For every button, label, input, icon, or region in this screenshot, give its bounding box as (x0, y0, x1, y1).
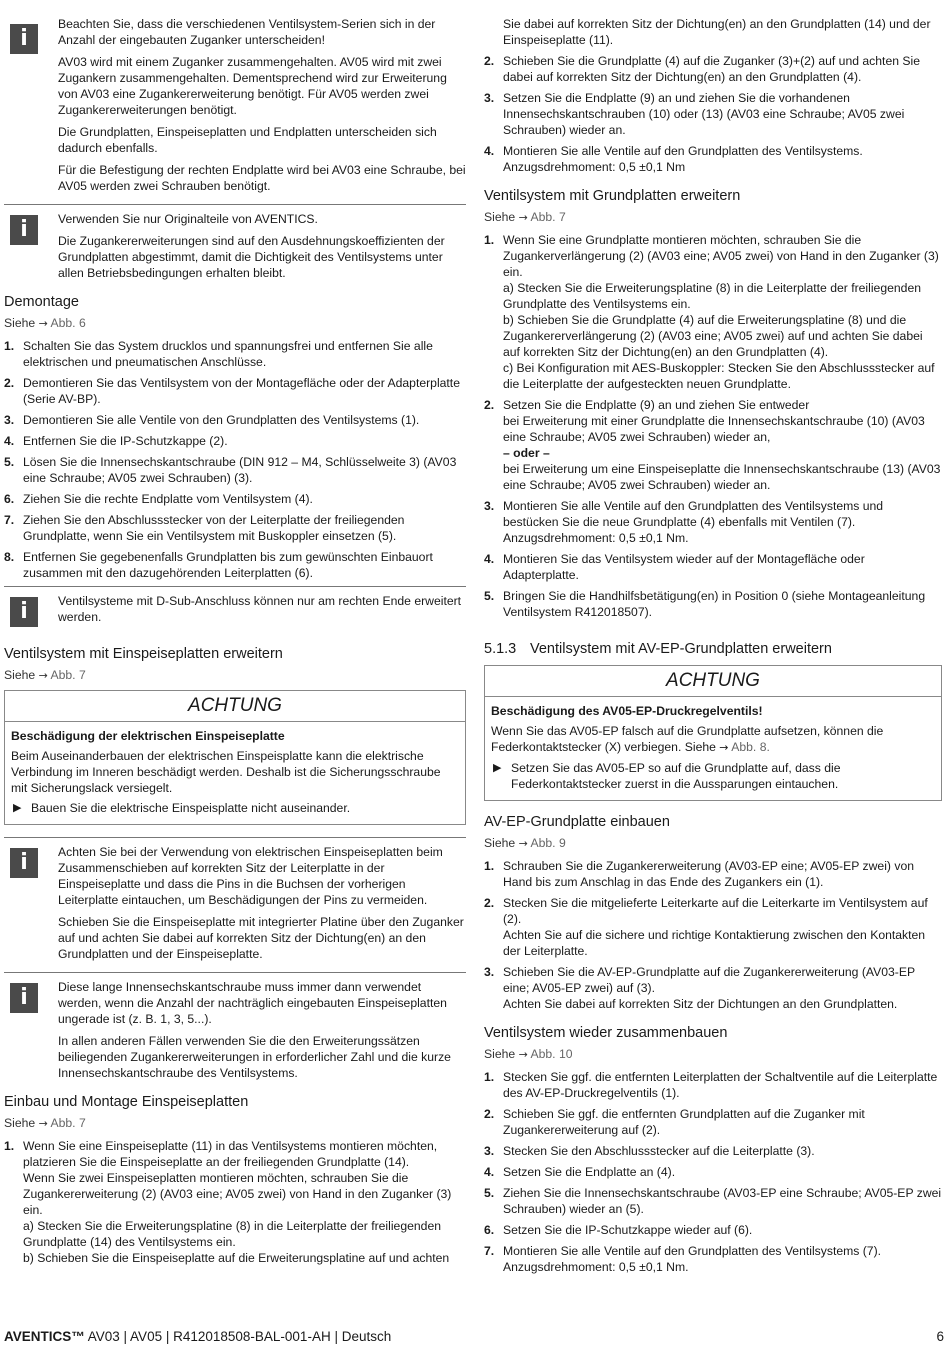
step-number: 7. (484, 1244, 495, 1258)
warning-action-text: Setzen Sie das AV05-EP so auf die Grundplatte auf, dass die Federkontaktstecker zuerst in die Aussparungen eintauchen. (511, 761, 841, 791)
step-text: Schieben Sie ggf. die entfernten Grundplatten auf die Zuganker mit Zugankererweiterung auf (2). (503, 1107, 865, 1137)
step-text: bei Erweiterung um eine Einspeiseplatte die Innensechskantschraube (13) (AV03 eine Schraube; AV05 zwei Schrauben) wieder an. (503, 462, 941, 492)
step-text: Montieren Sie alle Ventile auf den Grundplatten des Ventilsystems. (503, 144, 863, 158)
step-number: 7. (4, 513, 15, 527)
avep-steps (484, 858, 942, 1012)
step-item (4, 512, 466, 544)
step-number: 1. (4, 1139, 15, 1153)
heading-grundplatten: Ventilsystem mit Grundplatten erweitern (484, 188, 741, 204)
heading-demontage: Demontage (4, 294, 79, 310)
figure-link[interactable]: Abb. 7 (50, 1116, 86, 1130)
warning-title: ACHTUNG (666, 670, 760, 691)
step-torque: Anzugsdrehmoment: 0,5 ±0,1 Nm. (503, 531, 689, 545)
triangle-bullet-icon: ▶ (13, 801, 22, 814)
step-substep: a) Stecken Sie die Erweiterungsplatine (8) in die Leiterplatte der freiliegenden Grundplatte des Ventilsystems ein. (503, 281, 922, 311)
step-substep: b) Schieben Sie die Grundplatte (4) auf die Erweiterungsplatine (8) und die Zugankererverlängerung (2) (AV03 eine; AV05 zwei) auf und achten Sie dabei auf korrekten Sitz der Dichtung(en) an den Grundplatten (4). (503, 313, 923, 359)
step-number: 3. (484, 965, 495, 979)
step-number: 2. (4, 376, 15, 390)
step-number: 6. (484, 1223, 495, 1237)
figure-link[interactable]: Abb. 7 (50, 668, 86, 682)
info-text: In allen anderen Fällen verwenden Sie die den Erweiterungssätzen beiliegenden Zugankererweiterungen in erforderlicher Zahl und die kurze Innensechskantschraube des Ventilsystems. (58, 1034, 451, 1080)
info-text: AV03 wird mit einem Zuganker zusammengehalten. AV05 wird mit zwei Zugankern zusammengehalten. Dementsprechend wird zur Erweiterung von AV03 eine Zugankererweiterung benötigt. Für AV05 werden zwei Zugankererweiterungen benötigt. (58, 55, 447, 117)
step-text: Stecken Sie die mitgelieferte Leiterkarte auf die Leiterkarte im Ventilsystem auf (2). (503, 896, 928, 926)
info-text: Für die Befestigung der rechten Endplatte wird bei AV03 eine Schraube, bei AV05 werden zwei Schrauben benötigt. (58, 163, 466, 193)
info-text: Achten Sie bei der Verwendung von elektrischen Einspeiseplatten beim Zusammenschieben auf korrekten Sitz der Leiterplatte in der Einspeiseplatte und dass die Pins in die Buchsen der vorherigen Leiterplatte eintauchen, um Beschädigungen der Pins zu vermeiden. (58, 845, 443, 907)
step-item (484, 1222, 942, 1238)
step-item (4, 549, 466, 581)
step-or: – oder – (503, 446, 550, 460)
heading-avep-einbauen: AV-EP-Grundplatte einbauen (484, 814, 670, 830)
step-text: Ziehen Sie die Innensechskantschraube (AV03-EP eine Schraube; AV05-EP zwei Schrauben) wieder an (5). (503, 1186, 942, 1216)
step-text: Setzen Sie die Endplatte (9) an und ziehen Sie entweder (503, 398, 810, 412)
figure-reference (4, 667, 466, 684)
figure-reference (484, 1046, 942, 1063)
einbau-steps-continued (484, 16, 942, 175)
step-number: 4. (484, 1165, 495, 1179)
step-text: Schieben Sie die Grundplatte (4) auf die Zuganker (3)+(2) auf und achten Sie dabei auf korrekten Sitz der Dichtung(en) an den Grundplatten (4). (503, 54, 920, 84)
step-text: Setzen Sie die IP-Schutzkappe wieder auf (6). (503, 1223, 753, 1237)
step-note: Achten Sie auf die sichere und richtige Kontaktierung zwischen den Kontakten der Leiterplatte. (503, 928, 926, 958)
step-item (4, 1138, 466, 1266)
warning-heading: Beschädigung der elektrischen Einspeiseplatte (5, 721, 465, 744)
warning-title: ACHTUNG (188, 695, 282, 716)
step-torque: Anzugsdrehmoment: 0,5 ±0,1 Nm (503, 160, 686, 174)
step-substep: b) Schieben Sie die Einspeiseplatte auf die Erweiterungsplatine auf und achten (23, 1251, 450, 1265)
step-text: Bringen Sie die Handhilfsbetätigung(en) in Position 0 (siehe Montageanleitung Ventilsystem R412018507). (503, 589, 926, 619)
warning-text: Wenn Sie das AV05-EP falsch auf die Grundplatte aufsetzen, können die Federkontaktstecker (X) verbiegen. Siehe (491, 724, 884, 754)
left-column (4, 16, 466, 1271)
grundplatten-steps (484, 232, 942, 620)
step-number: 8. (4, 550, 15, 564)
step-item (484, 232, 942, 392)
step-item (484, 53, 942, 85)
warning-heading: Beschädigung des AV05-EP-Druckregelventils! (485, 696, 941, 719)
step-number: 4. (484, 552, 495, 566)
step-text: Wenn Sie eine Einspeiseplatte (11) in das Ventilsystems montieren möchten, platzieren Sie die Einspeiseplatte an der freiliegenden Grundplatte (14). (23, 1139, 438, 1169)
step-item (4, 433, 466, 449)
step-text: Demontieren Sie das Ventilsystem von der Montagefläche oder der Adapterplatte (Serie AV-BP). (23, 376, 460, 406)
warning-box-druckregelventil (484, 665, 942, 801)
section-number: 5.1.3 (484, 641, 517, 657)
info-text: Beachten Sie, dass die verschiedenen Ventilsystem-Serien sich in der Anzahl der eingebauten Zuganker unterscheiden! (58, 17, 436, 47)
arrow-icon: → (719, 741, 729, 754)
step-number: 3. (484, 499, 495, 513)
warning-action-text: Bauen Sie die elektrische Einspeisplatte nicht auseinander. (31, 801, 351, 815)
step-item (484, 551, 942, 583)
see-label: Siehe (4, 1116, 36, 1130)
step-number: 1. (4, 339, 15, 353)
step-number: 2. (484, 896, 495, 910)
step-number: 1. (484, 859, 495, 873)
step-number: 3. (484, 91, 495, 105)
step-text: Demontieren Sie alle Ventile von den Grundplatten des Ventilsystems (1). (23, 413, 420, 427)
info-icon: i (10, 24, 38, 54)
step-number: 5. (4, 455, 15, 469)
step-item (4, 491, 466, 507)
step-item (484, 90, 942, 138)
step-item (484, 1164, 942, 1180)
info-icon: i (10, 983, 38, 1013)
arrow-icon: → (38, 1117, 48, 1130)
step-item (484, 397, 942, 493)
step-torque: Anzugsdrehmoment: 0,5 ±0,1 Nm. (503, 1260, 689, 1274)
figure-link[interactable]: Abb. 8. (731, 740, 770, 754)
step-text: Schrauben Sie die Zugankererweiterung (AV03-EP eine; AV05-EP zwei) von Hand bis zum Anschlag in das Ende des Zugankers ein (1). (503, 859, 914, 889)
info-text: Ventilsysteme mit D-Sub-Anschluss können nur am rechten Ende erweitert werden. (58, 594, 462, 624)
arrow-icon: → (518, 1048, 528, 1061)
step-text: Wenn Sie eine Grundplatte montieren möchten, schrauben Sie die Zugankerverlängerung (2) (AV03 eine; AV05 zwei) von Hand in den Zuganker (3) ein. (503, 233, 939, 279)
einbau-steps (4, 1138, 466, 1266)
info-icon: i (10, 597, 38, 627)
step-number: 4. (4, 434, 15, 448)
warning-text: Beim Auseinanderbauen der elektrischen Einspeisplatte kann die elektrische Verbindung im Inneren beschädigt werden. Deshalb ist die Sicherungsschraube mit Sicherungslack versiegelt. (11, 749, 441, 795)
heading-wieder-zusammenbauen: Ventilsystem wieder zusammenbauen (484, 1025, 728, 1041)
see-label: Siehe (4, 668, 36, 682)
step-number: 1. (484, 1070, 495, 1084)
step-text: Schalten Sie das System drucklos und spannungsfrei und entfernen Sie alle elektrischen und pneumatischen Anschlüsse. (23, 339, 433, 369)
step-number: 5. (484, 589, 495, 603)
step-number: 1. (484, 233, 495, 247)
warning-action (485, 756, 941, 800)
step-text: Sie dabei auf korrekten Sitz der Dichtung(en) an den Grundplatten (14) und der Einspeiseplatte (11). (503, 17, 931, 47)
see-label: Siehe (484, 210, 516, 224)
step-number: 2. (484, 398, 495, 412)
step-item (4, 338, 466, 370)
figure-reference (484, 209, 942, 226)
step-number: 3. (484, 1144, 495, 1158)
info-text: Verwenden Sie nur Originalteile von AVENTICS. (58, 212, 318, 226)
wieder-steps (484, 1069, 942, 1275)
step-continuation (484, 16, 942, 48)
step-item (484, 588, 942, 620)
step-item (484, 1243, 942, 1275)
step-item (484, 964, 942, 1012)
step-text: Lösen Sie die Innensechskantschraube (DIN 912 – M4, Schlüsselweite 3) (AV03 eine Schraube; AV05 zwei Schrauben) (3). (23, 455, 457, 485)
figure-link[interactable]: Abb. 6 (50, 316, 86, 330)
step-text: Schieben Sie die AV-EP-Grundplatte auf die Zugankererweiterung (AV03-EP eine; AV05-EP zwei) auf (3). (503, 965, 915, 995)
step-text: Ziehen Sie den Abschlussstecker von der Leiterplatte der freiliegenden Grundplatte, wenn Sie ein Ventilsystem mit Buskoppler einsetzen (5). (23, 513, 405, 543)
info-note-dsub (4, 586, 466, 625)
arrow-icon: → (38, 317, 48, 330)
see-label: Siehe (484, 1047, 516, 1061)
warning-text-container (485, 719, 941, 756)
step-item (4, 375, 466, 407)
step-number: 5. (484, 1186, 495, 1200)
section-title: Ventilsystem mit AV-EP-Grundplatten erweitern (530, 641, 832, 657)
step-number: 2. (484, 54, 495, 68)
step-number: 3. (4, 413, 15, 427)
page-number: 6 (936, 1329, 944, 1344)
heading-einbau: Einbau und Montage Einspeiseplatten (4, 1094, 249, 1110)
info-text: Diese lange Innensechskantschraube muss immer dann verwendet werden, wenn die Anzahl der nachträglich eingebauten Einspeiseplatten ungerade ist (z. B. 1, 3, 5...). (58, 980, 447, 1026)
arrow-icon: → (38, 669, 48, 682)
info-note-original-parts (4, 204, 466, 281)
info-note-pins (4, 837, 466, 962)
step-item (484, 498, 942, 546)
figure-link[interactable]: Abb. 7 (530, 210, 566, 224)
info-icon: i (10, 848, 38, 878)
step-item (484, 858, 942, 890)
figure-link[interactable]: Abb. 10 (530, 1047, 573, 1061)
step-note: Achten Sie dabei auf korrekten Sitz der Dichtungen an den Grundplatten. (503, 997, 898, 1011)
step-text: Stecken Sie ggf. die entfernten Leiterplatten der Schaltventile auf die Leiterplatte des AV-EP-Druckregelventils (1). (503, 1070, 938, 1100)
step-item (484, 1185, 942, 1217)
step-number: 4. (484, 144, 495, 158)
step-item (484, 1106, 942, 1138)
info-icon: i (10, 215, 38, 245)
step-text: Entfernen Sie gegebenenfalls Grundplatten bis zum gewünschten Einbauort zusammen mit den dazugehörenden Leiterplatten (6). (23, 550, 433, 580)
step-item (4, 412, 466, 428)
warning-action (5, 796, 465, 824)
step-substep: a) Stecken Sie die Erweiterungsplatine (8) in die Leiterplatte der freiliegenden Grundplatte (14) des Ventilsystems ein. (23, 1219, 442, 1249)
step-text: Montieren Sie alle Ventile auf den Grundplatten des Ventilsystems und bestücken Sie die neue Grundplatte (4) ebenfalls mit Ventilen (7). (503, 499, 884, 529)
figure-link[interactable]: Abb. 9 (530, 836, 566, 850)
step-number: 2. (484, 1107, 495, 1121)
step-item (4, 454, 466, 486)
see-label: Siehe (4, 316, 36, 330)
arrow-icon: → (518, 211, 528, 224)
step-text: Setzen Sie die Endplatte an (4). (503, 1165, 676, 1179)
step-text: Wenn Sie zwei Einspeiseplatten montieren möchten, schrauben Sie die Zugankererweiterung (2) (AV03 eine; AV05 zwei) von Hand in den Zuganker (3) ein. (23, 1171, 452, 1217)
section-heading (484, 640, 942, 659)
step-item (484, 143, 942, 175)
step-item (484, 1143, 942, 1159)
step-text: bei Erweiterung mit einer Grundplatte die Innensechskantschraube (10) (AV03 eine Schraube; AV05 zwei Schrauben) wieder an, (503, 414, 925, 444)
footer-doc-info: AV03 | AV05 | R412018508-BAL-001-AH | Deutsch (84, 1329, 392, 1344)
figure-reference (4, 315, 466, 332)
see-label: Siehe (484, 836, 516, 850)
step-text: Stecken Sie den Abschlussstecker auf die Leiterplatte (3). (503, 1144, 815, 1158)
info-text: Schieben Sie die Einspeiseplatte mit integrierter Platine über den Zuganker auf und achten Sie dabei auf korrekten Sitz der Dichtung(en) an den Grundplatten und der Einspeiseplatte. (58, 915, 464, 961)
right-column (484, 16, 942, 1280)
figure-reference (484, 835, 942, 852)
step-item (484, 1069, 942, 1101)
step-number: 6. (4, 492, 15, 506)
warning-box-einspeiseplatte (4, 690, 466, 825)
step-text: Setzen Sie die Endplatte (9) an und ziehen Sie die vorhandenen Innensechskantschrauben (10) oder (13) (AV03 eine Schraube; AV05 zwei Schrauben) wieder an. (503, 91, 905, 137)
info-text: Die Zugankererweiterungen sind auf den Ausdehnungskoeffizienten der Grundplatten abgestimmt, damit die Dichtigkeit des Ventilsystems unter allen Betriebsbedingungen erhalten bleibt. (58, 234, 445, 280)
demontage-steps (4, 338, 466, 581)
step-item (484, 895, 942, 959)
step-text: Montieren Sie alle Ventile auf den Grundplatten des Ventilsystems (7). (503, 1244, 882, 1258)
figure-reference (4, 1115, 466, 1132)
step-text: Montieren Sie das Ventilsystem wieder auf der Montagefläche oder Adapterplatte. (503, 552, 865, 582)
step-text: Ziehen Sie die rechte Endplatte vom Ventilsystem (4). (23, 492, 313, 506)
info-note-series (4, 16, 466, 194)
step-text: Entfernen Sie die IP-Schutzkappe (2). (23, 434, 228, 448)
triangle-bullet-icon: ▶ (493, 761, 502, 774)
page-footer (4, 1327, 944, 1347)
info-text: Die Grundplatten, Einspeiseplatten und Endplatten unterscheiden sich dadurch ebenfalls. (58, 125, 437, 155)
info-note-screw (4, 972, 466, 1081)
arrow-icon: → (518, 837, 528, 850)
heading-einspeiseplatten: Ventilsystem mit Einspeiseplatten erweitern (4, 646, 283, 662)
footer-brand: AVENTICS™ (4, 1329, 85, 1344)
step-substep: c) Bei Konfiguration mit AES-Buskoppler: Stecken Sie den Abschlussstecker auf die Leiterplatte der aufgesteckten neuen Grundplatte. (503, 361, 935, 391)
